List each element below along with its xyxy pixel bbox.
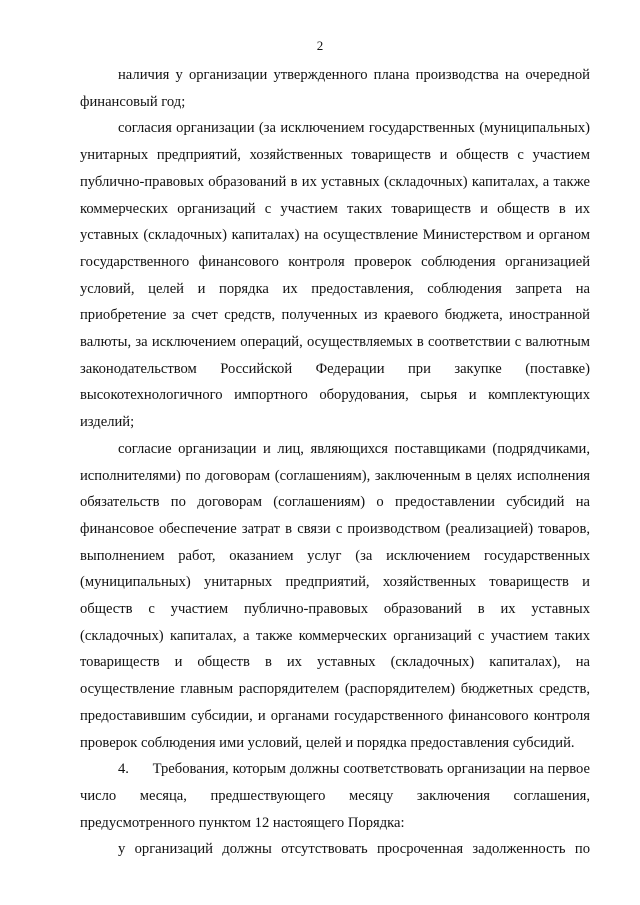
paragraph-requirements-clause-4: 4. Требования, которым должны соответствовать организации на первое число месяца, предшествующего месяцу заключения соглашения, предусмотренного пунктом 12 настоящего Порядка: xyxy=(80,761,594,831)
document-body xyxy=(80,62,594,863)
paragraph-organization-consent: согласия организации (за исключением государственных (муниципальных) унитарных предприятий, хозяйственных товариществ и обществ с участием публично-правовых образований в их уставных (складочных) капиталах, а также коммерческих организаций с участием таких товариществ и обществ в их уставных (складочных) капиталах) на осуществление Министерством и органом государственного финансового контроля проверок соблюдения организацией условий, целей и порядка их предоставления, соблюдения запрета на приобретение за счет средств, полученных из краевого бюджета, иностранной валюты, за исключением операций, осуществляемых в соответствии с валютным законодательством Российской Федерации при закупке (поставке) высокотехнологичного импортного оборудования, сырья и комплектующих изделий; xyxy=(80,120,590,431)
paragraph-no-overdue-debt: у организаций должны отсутствовать просроченная задолженность по xyxy=(118,841,590,858)
paragraph-plan-availability: наличия у организации утвержденного плана производства на очередной финансовый год; xyxy=(80,67,590,110)
paragraph-suppliers-consent: согласие организации и лиц, являющихся поставщиками (подрядчиками, исполнителями) по договорам (соглашениям), заключенным в целях исполнения обязательств по договорам (соглашениям) о предоставлении субсидий на финансовое обеспечение затрат в связи с производством (реализацией) товаров, выполнением работ, оказанием услуг (за исключением государственных (муниципальных) унитарных предприятий, хозяйственных товариществ и обществ с участием публично-правовых образований в их уставных (складочных) капиталах, а также коммерческих организаций с участием таких товариществ и обществ в их уставных (складочных) капиталах), на осуществление главным распорядителем (распорядителем) бюджетных средств, предоставившим субсидии, и органами государственного финансового контроля проверок соблюдения ими условий, целей и порядка предоставления субсидий. xyxy=(80,440,590,751)
page-number: 2 xyxy=(316,38,324,53)
